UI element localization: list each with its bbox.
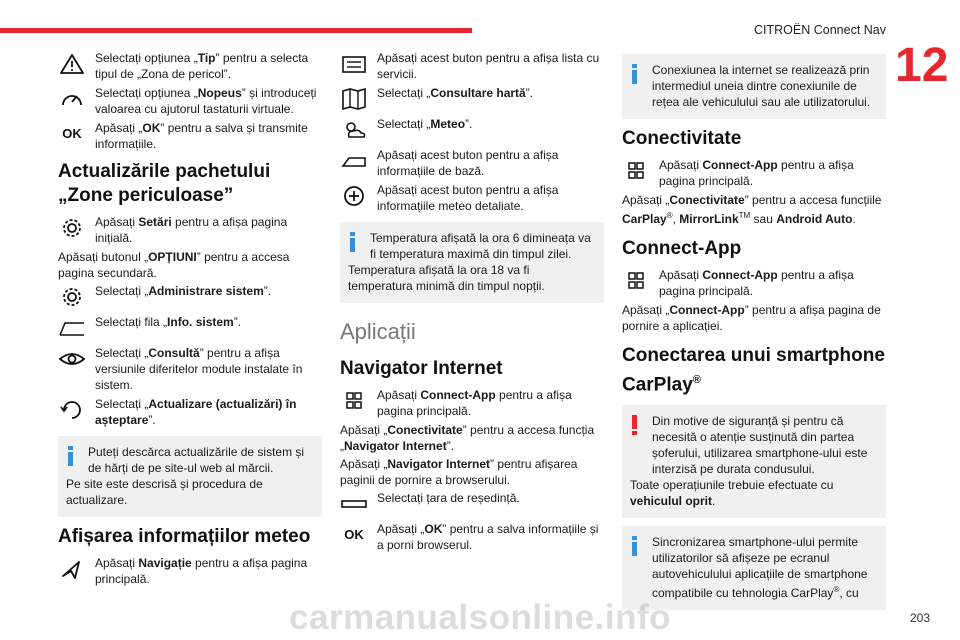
text: Selectați opțiunea „ <box>95 51 198 65</box>
apps-icon <box>622 159 650 183</box>
header-title: CITROËN Connect Nav <box>754 23 886 37</box>
bold-text: Conectivitate <box>387 423 463 437</box>
settings-icon <box>58 216 86 240</box>
text: . <box>852 212 856 226</box>
heading-applications: Aplicații <box>340 319 416 344</box>
info-icon <box>68 446 73 466</box>
text: Apăsați <box>377 388 421 402</box>
watermark: carmanualsonline.info <box>289 598 671 637</box>
text: ” pentru afișarea paginii de pornire a browserului. <box>340 457 578 487</box>
bold-text: Connect-App <box>702 268 778 282</box>
step-select-country <box>340 490 604 518</box>
ok-button-icon: OK <box>344 527 364 542</box>
text: , <box>672 212 680 226</box>
bold-text: Connect-App <box>669 303 745 317</box>
navigation-icon <box>58 557 86 581</box>
step-connect-app <box>622 157 886 189</box>
text: ” pentru a accesa pagina secundară. <box>58 250 290 280</box>
apps-icon <box>340 389 368 413</box>
text: ” pentru a salva și transmite informațiile. <box>95 121 308 151</box>
text: Apăsați <box>95 556 139 570</box>
note-text: Pe site este descrisă și procedura de actualizare. <box>66 477 263 507</box>
sup-text: TM <box>738 211 751 220</box>
step-weather <box>340 116 604 144</box>
text: Selectați „ <box>95 346 149 360</box>
info-note-temperature <box>340 222 604 303</box>
text: pentru a afișa pagina principală. <box>377 388 572 418</box>
update-icon <box>58 398 86 422</box>
bold-text: Tip <box>197 51 216 65</box>
step-consult-map <box>340 85 604 113</box>
step-press-settings <box>58 214 322 246</box>
bold-text: Nopeus <box>197 86 242 100</box>
paragraph-connectivity-functions <box>622 192 886 227</box>
text: Selectați fila „ <box>95 315 168 329</box>
warning-icon <box>58 52 86 76</box>
text: ”. <box>233 315 242 329</box>
bold-text: Navigație <box>138 556 192 570</box>
bold-text: Actualizare (actualizări) în așteptare <box>95 397 297 427</box>
page-number: 203 <box>909 611 930 625</box>
note-text <box>630 477 878 509</box>
paragraph-connect-app <box>622 302 886 334</box>
text: Apăsați „ <box>622 193 670 207</box>
step-services-list <box>340 50 604 82</box>
plus-icon <box>340 184 368 208</box>
note-text: Temperatura afișată la ora 18 va fi temperatura minimă din timpul nopții. <box>348 263 545 293</box>
text: Conectarea unui smartphone CarPlay <box>622 345 885 396</box>
text: Apăsați „ <box>377 522 425 536</box>
text: ” pentru a selecta tipul de „Zona de pericol”. <box>95 51 309 81</box>
column-1 <box>58 50 322 590</box>
text: pentru a afișa pagina principală. <box>659 158 854 188</box>
text: ” pentru a afișa pagina de pornire a aplicației. <box>622 303 881 333</box>
speedometer-icon <box>58 87 86 111</box>
text: ” pentru a salva informațiile și a porni browserul. <box>377 522 599 552</box>
bold-text: Android Auto <box>776 212 853 226</box>
text: Apăsați „ <box>340 457 388 471</box>
text: Apăsați butonul „ <box>58 250 149 264</box>
note-text: Din motive de siguranță și pentru că necesită o atenție susținută din partea șoferului, utilizarea smartphone-ului este interzisă pe durata condusului. <box>652 414 868 477</box>
heading-internet-browser: Navigator Internet <box>340 358 503 379</box>
step-system-admin <box>58 283 322 311</box>
ok-button-icon: OK <box>62 126 82 141</box>
bold-text: Administrare sistem <box>148 284 264 298</box>
text: Selectați „ <box>377 117 431 131</box>
note-text: Conexiunea la internet se realizează prin intermediul uneia dintre conexiunile de rețea ale vehiculului sau ale utilizatorului. <box>652 63 871 109</box>
bold-text: Meteo <box>430 117 466 131</box>
text: , cu <box>839 586 859 601</box>
apps-icon <box>622 269 650 293</box>
text: ”. <box>465 117 473 131</box>
bold-text: Navigator Internet <box>344 439 447 453</box>
text: ” pentru a accesa funcția „ <box>340 423 595 453</box>
bold-text: CarPlay <box>622 212 667 226</box>
heading-connect-app: Connect-App <box>622 238 742 259</box>
text: pentru a afișa pagina principală. <box>95 556 308 586</box>
bold-text: OK <box>424 522 443 536</box>
bold-text: Consultă <box>148 346 200 360</box>
text: Apăsați acest buton pentru a afișa lista cu servicii. <box>377 51 600 81</box>
info-note-updates <box>58 436 322 517</box>
text: Apăsați <box>95 215 139 229</box>
note-text: Puteți descărca actualizările de sistem și de hărți de pe site-ul web al mărcii. <box>88 445 305 475</box>
bold-text: Navigator Internet <box>387 457 491 471</box>
bold-text: MirrorLink <box>679 212 739 226</box>
step-basic-info <box>340 147 604 179</box>
text: Selectați „ <box>377 86 431 100</box>
info-icon <box>632 536 637 556</box>
text: ”. <box>446 439 455 453</box>
info-icon <box>632 64 637 84</box>
bold-text: OPȚIUNI <box>148 250 197 264</box>
text: ”. <box>263 284 272 298</box>
text: Apăsați „ <box>340 423 388 437</box>
text: sau <box>750 212 777 226</box>
bold-text: Consultare hartă <box>430 86 526 100</box>
bold-text: Info. sistem <box>167 315 234 329</box>
bold-text: vehiculul oprit <box>630 494 713 509</box>
text: pentru a afișa pagina inițială. <box>95 215 288 245</box>
column-2 <box>340 50 604 556</box>
tab-icon <box>58 316 86 340</box>
bar-icon <box>340 492 368 516</box>
bold-text: Setări <box>138 215 172 229</box>
sup-text: ® <box>692 374 701 386</box>
text: Toate operațiunile trebuie efectuate cu <box>630 478 834 493</box>
column-3 <box>622 50 886 618</box>
basic-info-icon <box>340 149 368 173</box>
text: Selectați „ <box>95 397 149 411</box>
text: Apăsați <box>659 268 703 282</box>
text: Apăsați „ <box>622 303 670 317</box>
heading-connectivity: Conectivitate <box>622 128 742 149</box>
paragraph-browser <box>340 456 604 488</box>
text: . <box>712 494 716 509</box>
text: Apăsați acest buton pentru a afișa informațiile de bază. <box>377 148 559 178</box>
step-system-info-tab <box>58 314 322 342</box>
info-note-internet <box>622 54 886 119</box>
bold-text: OK <box>142 121 161 135</box>
note-text <box>630 534 878 601</box>
step-press-ok-browser <box>340 521 604 553</box>
header-red-bar <box>0 28 472 33</box>
step-select-type <box>58 50 322 82</box>
text: Selectați „ <box>95 284 149 298</box>
settings-icon <box>58 285 86 309</box>
services-icon <box>340 52 368 76</box>
note-text: Temperatura afișată la ora 6 dimineața va fi temperatura maximă din timpul zilei. <box>370 231 591 261</box>
map-icon <box>340 87 368 111</box>
bold-text: Connect-App <box>702 158 778 172</box>
text: Selectați țara de reședință. <box>377 491 520 505</box>
text: Apăsați „ <box>95 121 143 135</box>
step-connect-app <box>340 387 604 419</box>
paragraph-connectivity <box>340 422 604 454</box>
text: Apăsați acest buton pentru a afișa informațiile meteo detaliate. <box>377 183 559 213</box>
text: pentru a afișa pagina principală. <box>659 268 854 298</box>
text: ” pentru a afișa versiunile diferitelor module instalate în sistem. <box>95 346 303 392</box>
bold-text: Connect-App <box>420 388 496 402</box>
text: ” și introduceți valoarea cu ajutorul tastaturii virtuale. <box>95 86 317 116</box>
text: ”. <box>525 86 534 100</box>
step-select-speed <box>58 85 322 117</box>
text: Apăsați <box>659 158 703 172</box>
step-detailed-weather <box>340 182 604 214</box>
text: Selectați opțiunea „ <box>95 86 198 100</box>
info-icon <box>350 232 355 252</box>
step-press-navigation <box>58 555 322 587</box>
eye-icon <box>58 347 86 371</box>
step-connect-app-2 <box>622 267 886 299</box>
sup-text: ® <box>666 211 673 220</box>
warning-note-safety <box>622 405 886 518</box>
heading-danger-zones-update: Actualizările pachetului „Zone periculoase” <box>58 161 271 206</box>
paragraph-options <box>58 249 322 281</box>
weather-icon <box>340 118 368 142</box>
text: ” pentru a accesa funcțiile <box>744 193 882 207</box>
text: Sincronizarea smartphone-ului permite utilizatorilor să afișeze pe ecranul autovehiculului aplicațiile de smartphone compatibile cu tehnologia CarPlay <box>652 535 868 601</box>
chapter-number: 12 <box>895 39 949 92</box>
heading-carplay <box>622 344 886 397</box>
step-press-ok <box>58 120 322 152</box>
bold-text: Conectivitate <box>669 193 745 207</box>
warning-icon <box>632 415 637 435</box>
sup-text: ® <box>833 585 840 595</box>
heading-weather-info: Afișarea informațiilor meteo <box>58 526 311 547</box>
step-pending-updates <box>58 396 322 428</box>
text: ”. <box>148 413 156 427</box>
step-consult <box>58 345 322 393</box>
